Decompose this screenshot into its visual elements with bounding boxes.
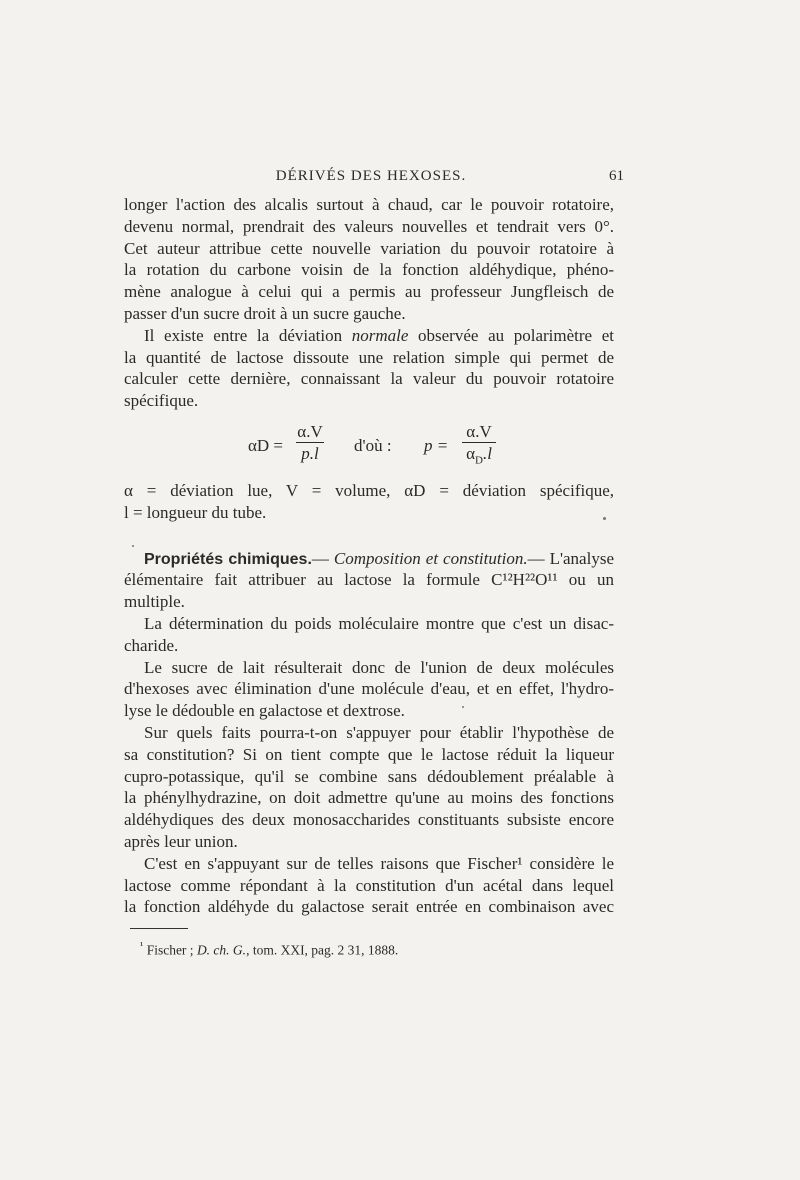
text-line: C'est en s'appuyant sur de telles raisons que Fischer¹ considère le bbox=[144, 853, 614, 873]
formula-lhs: αD = bbox=[248, 435, 284, 455]
paragraph-fischer bbox=[124, 853, 614, 918]
fraction-1 bbox=[296, 422, 324, 465]
fraction-2-numerator: α.V bbox=[462, 422, 496, 443]
text-line: Cet auteur attribue cette nouvelle variation du pouvoir rotatoire à bbox=[124, 238, 614, 258]
section-heading: Propriétés chimiques. bbox=[144, 550, 312, 568]
page-number: 61 bbox=[609, 168, 624, 184]
text-line: longer l'action des alcalis surtout à chaud, car le pouvoir rotatoire, bbox=[124, 195, 614, 214]
text-line: Le sucre de lait résulterait donc de l'union de deux molécules bbox=[144, 657, 614, 677]
fraction-1-numerator: α.V bbox=[297, 421, 323, 441]
text-line: lactose comme répondant à la constitution d'un acétal dans lequel bbox=[124, 875, 614, 895]
fraction-1-denominator: p.l bbox=[301, 443, 319, 463]
paper-speck bbox=[132, 545, 134, 547]
fraction-2-denominator: $\alpha_D.l$ bbox=[466, 443, 492, 467]
text-line: la rotation du carbone voisin de la fonction aldéhydique, phéno- bbox=[124, 260, 614, 280]
text-line: lyse le dédouble en galactose et dextrose. bbox=[124, 701, 405, 721]
spacer bbox=[124, 524, 614, 548]
text-line: élémentaire fait attribuer au lactose la formule C¹²H²²O¹¹ ou un bbox=[124, 570, 614, 590]
text-line: passer d'un sucre droit à un sucre gauche. bbox=[124, 303, 406, 323]
text-line: après leur union. bbox=[124, 831, 238, 851]
footnote: $^{^1}$ Fischer ; D. ch. G., tom. XXI, pag. 2 31, 1888. bbox=[140, 940, 399, 958]
paragraph-rotation bbox=[124, 194, 614, 325]
section-heading-line: Propriétés chimiques.— Composition et constitution.— L'analyse bbox=[144, 548, 614, 568]
text-line: sa constitution? Si on tient compte que le lactose réduit la liqueur bbox=[124, 744, 614, 764]
text-line: Sur quels faits pourra-t-on s'appuyer pour établir l'hypothèse de bbox=[144, 722, 614, 742]
text-line: Il existe entre la déviation normale observée au polarimètre et bbox=[144, 325, 615, 345]
text-line: calculer cette dernière, connaissant la valeur du pouvoir rotatoire bbox=[124, 369, 614, 389]
text-line: la phénylhydrazine, on doit admettre qu'une au moins des fonctions bbox=[124, 788, 614, 808]
footnote-rule bbox=[130, 928, 188, 929]
formula-p: p = bbox=[424, 435, 449, 455]
paragraph-constitution bbox=[124, 722, 614, 853]
text-line: spécifique. bbox=[124, 391, 199, 411]
paper-speck bbox=[603, 517, 606, 520]
text-line: cupro-potassique, qu'il se combine sans dédoublement préalable à bbox=[124, 766, 614, 786]
text-line: charide. bbox=[124, 635, 179, 655]
running-title: DÉRIVÉS DES HEXOSES. bbox=[275, 168, 467, 184]
paragraph-deviation bbox=[124, 325, 614, 412]
formula bbox=[124, 422, 614, 474]
definitions bbox=[124, 480, 614, 524]
text-line: la fonction aldéhyde du galactose serait entrée en combinaison avec bbox=[124, 897, 614, 917]
text-line: aldéhydiques des deux monosaccharides constituants subsiste encore bbox=[124, 810, 614, 830]
text-line: multiple. bbox=[124, 592, 185, 612]
definition-line: l = longueur du tube. bbox=[124, 502, 267, 522]
fraction-2 bbox=[462, 422, 496, 471]
footnote-journal: D. ch. G. bbox=[196, 942, 247, 958]
formula-dou: d'où : bbox=[354, 435, 392, 455]
section-subheading: Composition et constitution. bbox=[333, 548, 528, 568]
section-chemical-properties bbox=[124, 548, 614, 613]
emphasis-normale: normale bbox=[351, 325, 409, 345]
text-line: la quantité de lactose dissoute une relation simple qui permet de bbox=[124, 347, 614, 367]
text-line: d'hexoses avec élimination d'une molécule d'eau, et en effet, l'hydro- bbox=[124, 679, 614, 699]
definition-line: α = déviation lue, V = volume, αD = déviation spécifique, bbox=[124, 480, 614, 500]
paragraph-molecular-weight bbox=[124, 613, 614, 657]
page-header bbox=[118, 168, 624, 190]
text-line: La détermination du poids moléculaire montre que c'est un disac- bbox=[144, 613, 614, 633]
paragraph-milk-sugar bbox=[124, 657, 614, 722]
text-line: devenu normal, prendrait des valeurs nouvelles et tendrait vers 0°. bbox=[124, 216, 614, 236]
text-line: mène analogue à celui qui a permis au professeur Jungfleisch de bbox=[124, 282, 614, 302]
body-text bbox=[124, 194, 614, 918]
paper-speck bbox=[462, 706, 464, 708]
